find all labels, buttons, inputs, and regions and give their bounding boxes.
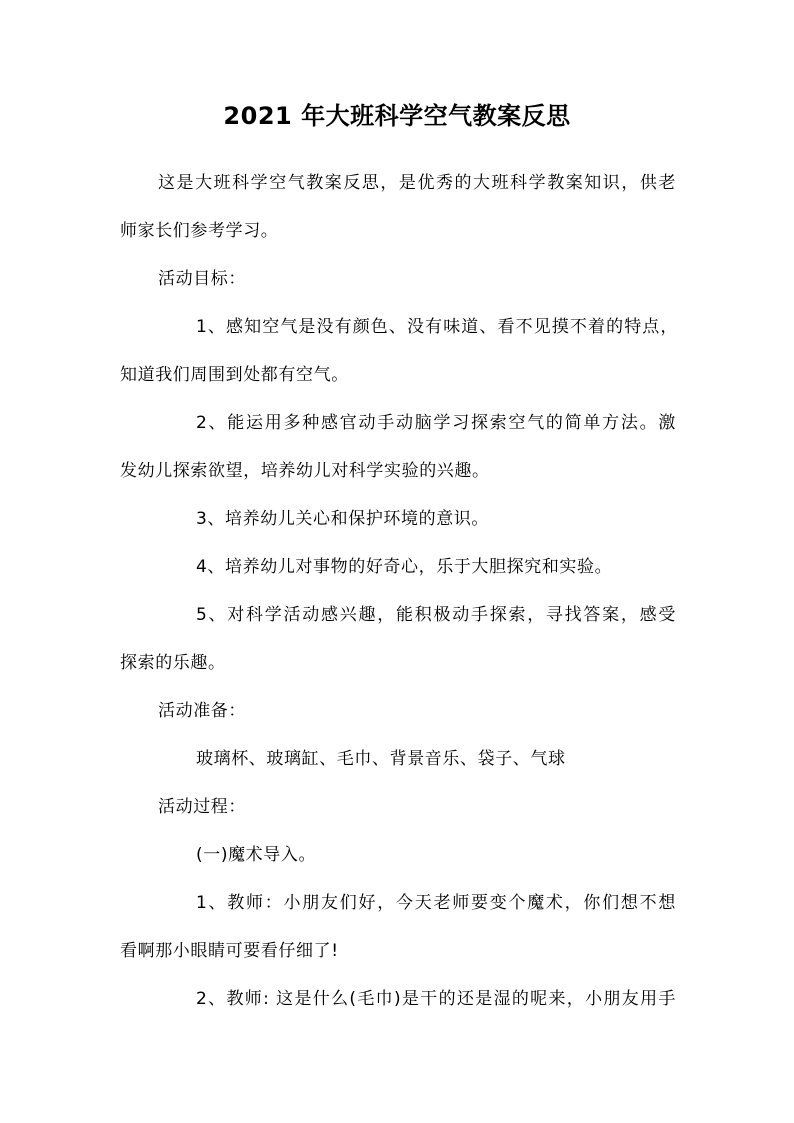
materials-list: 玻璃杯、玻璃缸、毛巾、背景音乐、袋子、气球 [196,749,566,769]
goal-5-line-1: 5、对科学活动感兴趣，能积极动手探索，寻找答案，感受 [196,605,676,625]
goal-2-line-2: 发幼儿探索欲望，培养幼儿对科学实验的兴趣。 [120,461,490,481]
process-item-2-line-1: 2、教师: 这是什么(毛巾)是干的还是湿的呢来，小朋友用手 [196,989,676,1009]
goal-3: 3、培养幼儿关心和保护环境的意识。 [196,509,490,529]
section-heading-preparation: 活动准备： [158,701,246,721]
goal-5-line-2: 探索的乐趣。 [120,653,226,673]
goal-4: 4、培养幼儿对事物的好奇心，乐于大胆探究和实验。 [196,557,613,577]
section-heading-process: 活动过程： [158,797,246,817]
intro-line-2: 师家长们参考学习。 [120,221,279,241]
section-heading-goals: 活动目标： [158,269,246,289]
process-item-1-line-2: 看啊那小眼睛可要看仔细了! [120,941,339,961]
intro-line-1: 这是大班科学空气教案反思，是优秀的大班科学教案知识，供老 [158,173,676,193]
process-item-1-line-1: 1、教师：小朋友们好，今天老师要变个魔术，你们想不想 [196,893,676,913]
goal-1-line-1: 1、感知空气是没有颜色、没有味道、看不见摸不着的特点， [196,317,678,337]
process-step-1-heading: (一)魔术导入。 [196,845,317,865]
goal-1-line-2: 知道我们周围到处都有空气。 [120,365,349,385]
goal-2-line-1: 2、能运用多种感官动手动脑学习探索空气的简单方法。激 [196,413,676,433]
page-title: 2021 年大班科学空气教案反思 [223,102,571,130]
